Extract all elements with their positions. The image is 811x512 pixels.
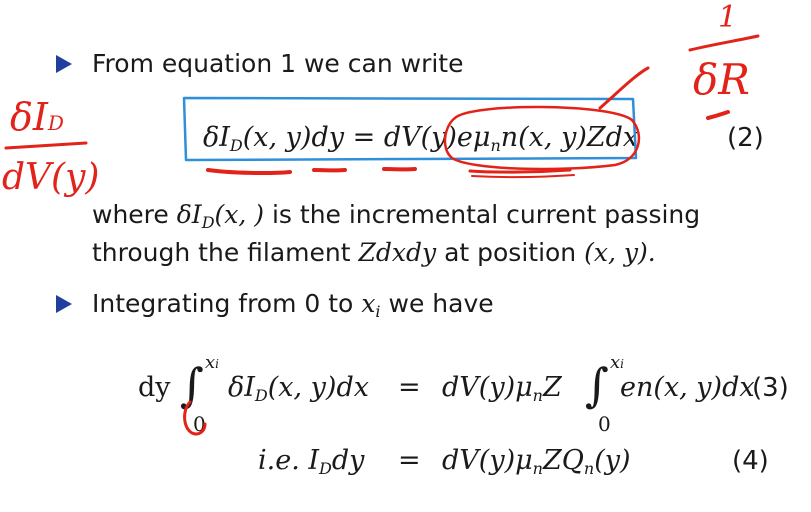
eq3-rhs-mid: Z xyxy=(542,372,562,403)
bullet-2-var-sub: i xyxy=(375,302,381,321)
bullet-1-text: From equation 1 we can write xyxy=(92,49,464,78)
eq3-integral-icon: ∫ xyxy=(180,358,204,412)
para-line2-pre: through the filament xyxy=(92,238,351,267)
eq2-number: (2) xyxy=(727,123,764,153)
eq4-lhs-sub: D xyxy=(319,459,332,478)
eq4-rhs-body: dV(y)μ xyxy=(442,445,533,476)
para-line1-sub: D xyxy=(201,213,215,232)
eq4-rhs-end: (y) xyxy=(594,445,631,476)
eq4-number: (4) xyxy=(732,446,769,476)
para-line1-math: δI xyxy=(176,200,202,229)
bullet-2-tail: we have xyxy=(388,289,494,318)
eq3-rhs-pre-text: dV(y)μ xyxy=(442,372,533,403)
eq2-lhs: δI xyxy=(203,122,230,153)
para-line1-post: is the incremental current passing xyxy=(271,200,701,229)
red-arrow-line xyxy=(600,68,648,108)
right-underline-dash xyxy=(708,112,728,118)
eq2-equals: = xyxy=(352,122,376,153)
eq4-ie: i.e. xyxy=(258,445,300,476)
eq3-lhs-pre: dy xyxy=(138,372,171,403)
eq2-lhs-sub: D xyxy=(229,136,243,155)
eq3-int-upper-sub: i xyxy=(215,357,219,371)
eq4-equals: = xyxy=(398,445,421,476)
para-line2-mid: at position xyxy=(444,238,577,267)
bullet-2-var: x xyxy=(361,289,376,318)
red-underline-1 xyxy=(208,170,290,173)
para-line1-pre: where xyxy=(92,200,169,229)
para-line1-math2: (x, ) xyxy=(214,200,265,229)
eq2-rhs: dV(y)eμ xyxy=(383,122,491,153)
left-annotation-denominator: dV(y) xyxy=(2,157,100,198)
para-line2-math2: (x, y). xyxy=(584,238,656,267)
eq3-int-lower: 0 xyxy=(193,412,206,436)
red-underline-4 xyxy=(470,170,570,172)
right-annotation-denominator: δR xyxy=(693,55,750,104)
eq3-int-upper-x: x xyxy=(205,352,216,373)
eq4-rhs-sub: n xyxy=(532,459,543,478)
para-line2-math: Zdxdy xyxy=(358,238,437,267)
left-annotation-num-sub: D xyxy=(47,111,64,135)
left-annotation-numerator xyxy=(10,97,64,143)
eq3-lhs-sub: D xyxy=(254,386,268,405)
eq4-lhs-tail: dy xyxy=(331,445,365,476)
eq2-lhs-args: (x, y)dy xyxy=(242,122,344,153)
eq2-rhs-tail: n(x, y)Zdx xyxy=(500,122,639,153)
eq3-rhs-integral-icon: ∫ xyxy=(585,358,609,412)
bullet-2-main: Integrating from 0 to xyxy=(92,289,354,318)
eq3-rhs-body: en(x, y)dx xyxy=(620,372,755,403)
eq3-equals: = xyxy=(398,372,421,403)
eq3-lhs-body: δI xyxy=(228,372,255,403)
eq3-rhs-sub: n xyxy=(532,386,543,405)
right-annotation-numerator: 1 xyxy=(718,0,738,35)
eq3-number: (3) xyxy=(752,373,789,403)
eq3-rhs-int-upper-x: x xyxy=(610,352,621,373)
left-annotation-num-main: δI xyxy=(10,95,48,139)
right-fraction-bar xyxy=(690,36,758,50)
eq2-rhs-sub: n xyxy=(490,136,501,155)
eq3-lhs-tail: (x, y)dx xyxy=(267,372,369,403)
eq4-rhs-tail: ZQ xyxy=(542,445,584,476)
eq3-rhs-int-upper-sub: i xyxy=(620,357,624,371)
red-underline-5 xyxy=(472,175,574,177)
eq4-lhs-body: I xyxy=(308,445,320,476)
eq4-rhs-tail-sub: n xyxy=(583,459,595,478)
red-lower-limit-mark xyxy=(185,402,205,434)
left-fraction-bar xyxy=(6,143,86,148)
eq3-rhs-int-lower: 0 xyxy=(598,412,611,436)
